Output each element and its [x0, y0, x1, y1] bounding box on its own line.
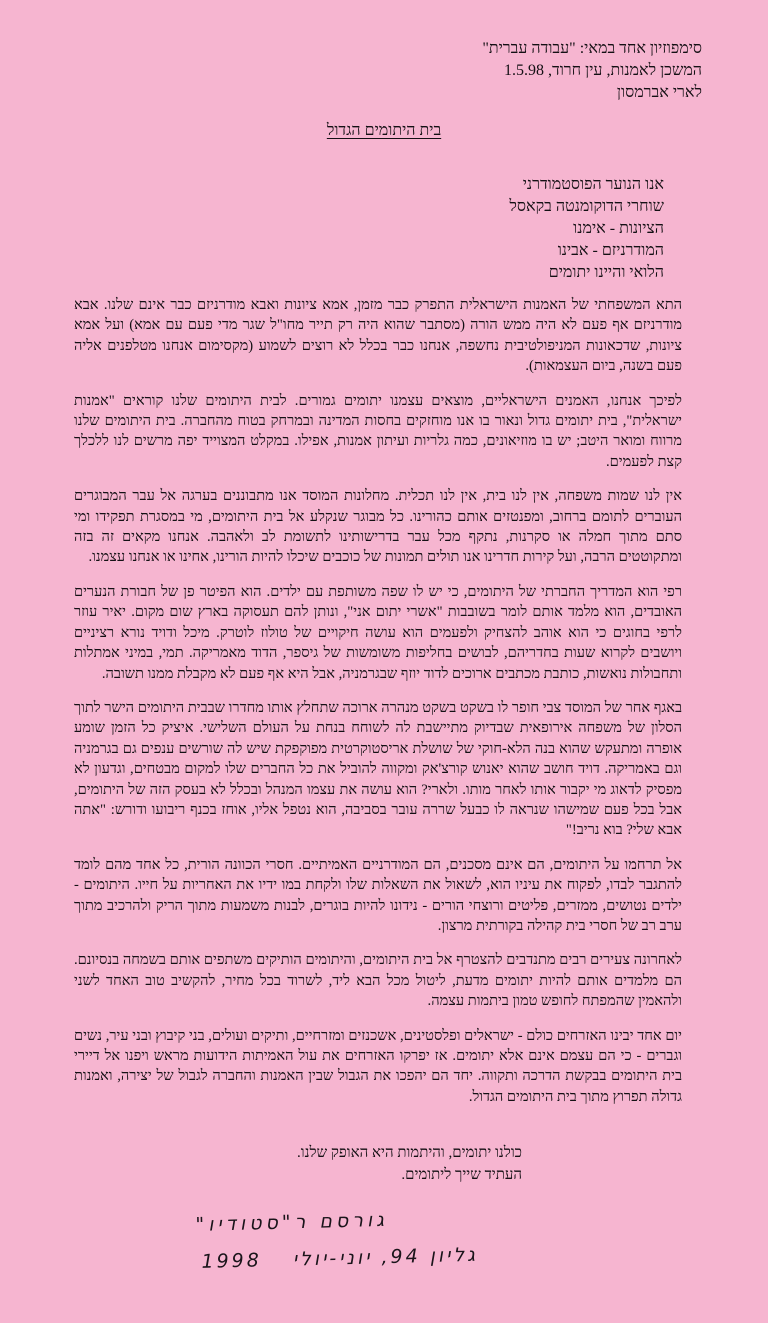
- paragraph: לפיכך אנחנו, האמנים הישראליים, מוצאים עצמנו יתומים גמורים. לבית היתומים שלנו קוראים "אמנות ישראלית", בית יתומים גדול ונאור בו אנו מוחזקים בחסות המדינה ובמרחק בטוח מהחברה. בית היתומים שלנו מרווח ומואר היטב; יש בו מוזיאונים, כמה גלריות ועיתון אמנות, אפילו. במקלט המצוייד יפה מרשים לנו ללכלך קצת לפעמים.: [74, 392, 682, 470]
- closing-line: כולנו יתומים, והיתמות היא האופק שלנו.: [297, 1145, 522, 1161]
- poem-line: שוחרי הדוקומנטה בקאסל: [509, 198, 664, 215]
- body-text: [74, 295, 682, 1121]
- header-block: [242, 38, 702, 104]
- paragraph: התא המשפחתי של האמנות הישראלית התפרק כבר מזמן, אמא ציונות ואבא מודרניזם כבר אינם שלנו. אבא מודרניזם אף פעם לא היה ממש הורה (מסתבר שהוא היה רק תייר מחו"ל שגר מדי פעם עם אמא) ועל אמא ציונות, שדכאונות המניפולטיבית נחשפה, אנחנו כבר בכלל לא רוצים לשמוע (מקסימום אנחנו מטלפנים אליה פעם בשנה, ביום העצמאות).: [74, 297, 682, 375]
- handwritten-issue-text: גליון 94, יוני-יולי: [292, 1243, 479, 1271]
- poem-block: [304, 174, 664, 284]
- header-line-author: לארי אברמסון: [616, 84, 702, 101]
- poem-line: אנו הנוער הפוסטמודרני: [522, 176, 664, 193]
- handwritten-issue: [148, 1244, 478, 1275]
- document-title-text: בית היתומים הגדול: [326, 122, 442, 139]
- header-line-venue: המשכן לאמנות, עין חרוד, 1.5.98: [504, 62, 702, 79]
- handwritten-source: גורסם ר"סטודיו": [195, 1208, 389, 1236]
- poem-line: הלואי והיינו יתומים: [548, 264, 664, 281]
- paragraph: באגף אחר של המוסד צבי חופר לו בשקט בשקט מנהרה ארוכה שתחלץ אותו מחדרו שבבית היתומים הישר לתוך הסלון של משפחה אירופאית שבדיוק מתיישבת לה לשוחח בנחת על העולם השלישי. איציק כל הזמן שומע אופרה ומתעקש שהוא בנה הלא-חוקי של שושלת אריסטוקרטית מפוקפקת שיש לה שורשים ענפים גם בגרמניה וגם באמריקה. דויד חושב שהוא יאנוש קורצ'אק ומקווה להוביל את כל החברים שלו למקום מבטחים, וגדעון לא מפסיק לדאוג מי יקבור אותו לאחר מותו. ולארי? הוא עושה את עצמו המנהל ובכלל לא בעסק הזה של היתומים, אבל בכל פעם שמישהו שנראה לו כבעל שררה עובר בסביבה, הוא נטפל אליו, אוחז בכנף ריבועו ודורש: "אתה אבא שלי? בוא נריב!": [74, 699, 682, 839]
- paragraph: אל תרחמו על היתומים, הם אינם מסכנים, הם המודרניים האמיתיים. חסרי הכוונה הורית, כל אחד מהם לומד להתגבר לבדו, לפקוח את עיניו הוא, לשאול את השאלות שלו ולקחת במו ידיו את האחריות על חייו. היתומים - ילדים נטושים, ממזרים, פליטים ורוצחי הורים - נידונו להיות בוגרים, לבנות משמעות מתוך הריק ולהרכיב מתוך ערב רב של חסרי בית קהילה בקורתית מרצון.: [74, 856, 682, 934]
- paragraph: יום אחד יבינו האזרחים כולם - ישראלים ופלסטינים, אשכנזים ומזרחיים, ותיקים ועולים, בני קיבוץ ובני עיר, נשים וגברים - כי הם עצמם אינם אלא יתומים. אז יפרקו האזרחים את עול האמיתות הידועות מראש ויפנו אל דיירי בית היתומים בבקשת הדרכה ותקווה. יחד הם יהפכו את הגבול שבין האמנות והחברה לגבול של יצירה, ואמנות גדולה תפרוץ מתוך בית היתומים הגדול.: [74, 1027, 682, 1105]
- closing-line: העתיד שייך ליתומים.: [401, 1167, 522, 1183]
- closing-block: [162, 1142, 522, 1186]
- poem-line: הציונות - אימנו: [573, 220, 664, 237]
- paragraph: אין לנו שמות משפחה, אין לנו בית, אין לנו תכלית. מחלונות המוסד אנו מתבוננים בערגה אל עבר המבוגרים העוברים לתומם ברחוב, ומפנטזים אותם כהורינו. כל מבוגר שנקלע אל בית היתומים, מי במסגרת תפקידו ומי סתם מתוך חמלה או סקרנות, נתקף מכל עבר בדרישותינו לתשומת לב ולאהבה. אנחנו מקאים זה בזה ומתקוטטים הרבה, ועל קירות חדרינו אנו תולים תמונות של כוכבים שיכלו להיות הורינו, אחינו או אנחנו עצמנו.: [74, 488, 682, 566]
- handwritten-note: [148, 1208, 479, 1302]
- document-title: [0, 122, 768, 140]
- header-line-symposium: סימפוזיון אחד במאי: "עבודה עברית": [482, 40, 702, 57]
- handwritten-year: 1998: [201, 1249, 263, 1273]
- paragraph: רפי הוא המדריך החברתי של היתומים, כי יש לו שפה משותפת עם ילדים. הוא הפיטר פן של חבורת הנערים האובדים, הוא מלמד אותם לומר בשובבות "אשרי יתום אני", ונותן להם תעסוקה בארץ שום מקום. יאיר עוזר לרפי בחוגים כי הוא אוהב להצחיק ולפעמים הוא עושה חיקויים של טולוז לוטרק. מיכל ודויד נורא רציניים ויושבים לקרוא שעות בחדריהם, לבושים בחליפות משומשות של גיספר, הדוד מאמריקה. תמי, במיני אמתלות ותחבולות נואשות, כותבת מכתבים ארוכים לדוד יוזף שבגרמניה, אבל היא אף פעם לא מקבלת ממנו תשובה.: [74, 583, 682, 682]
- poem-line: המודרניזם - אבינו: [557, 242, 664, 259]
- paragraph: לאחרונה צעירים רבים מתנדבים להצטרף אל בית היתומים, והיתומים הותיקים משתפים אותם בשמחה בנסיונם. הם מלמדים אותם להיות יתומים מדעת, ליטול מכל הבא ליד, לשרוד בכל מחיר, להקשיב טוב האחד לשני ולהאמין שהמפתח לחופש טמון ביתמות עצמה.: [74, 952, 682, 1010]
